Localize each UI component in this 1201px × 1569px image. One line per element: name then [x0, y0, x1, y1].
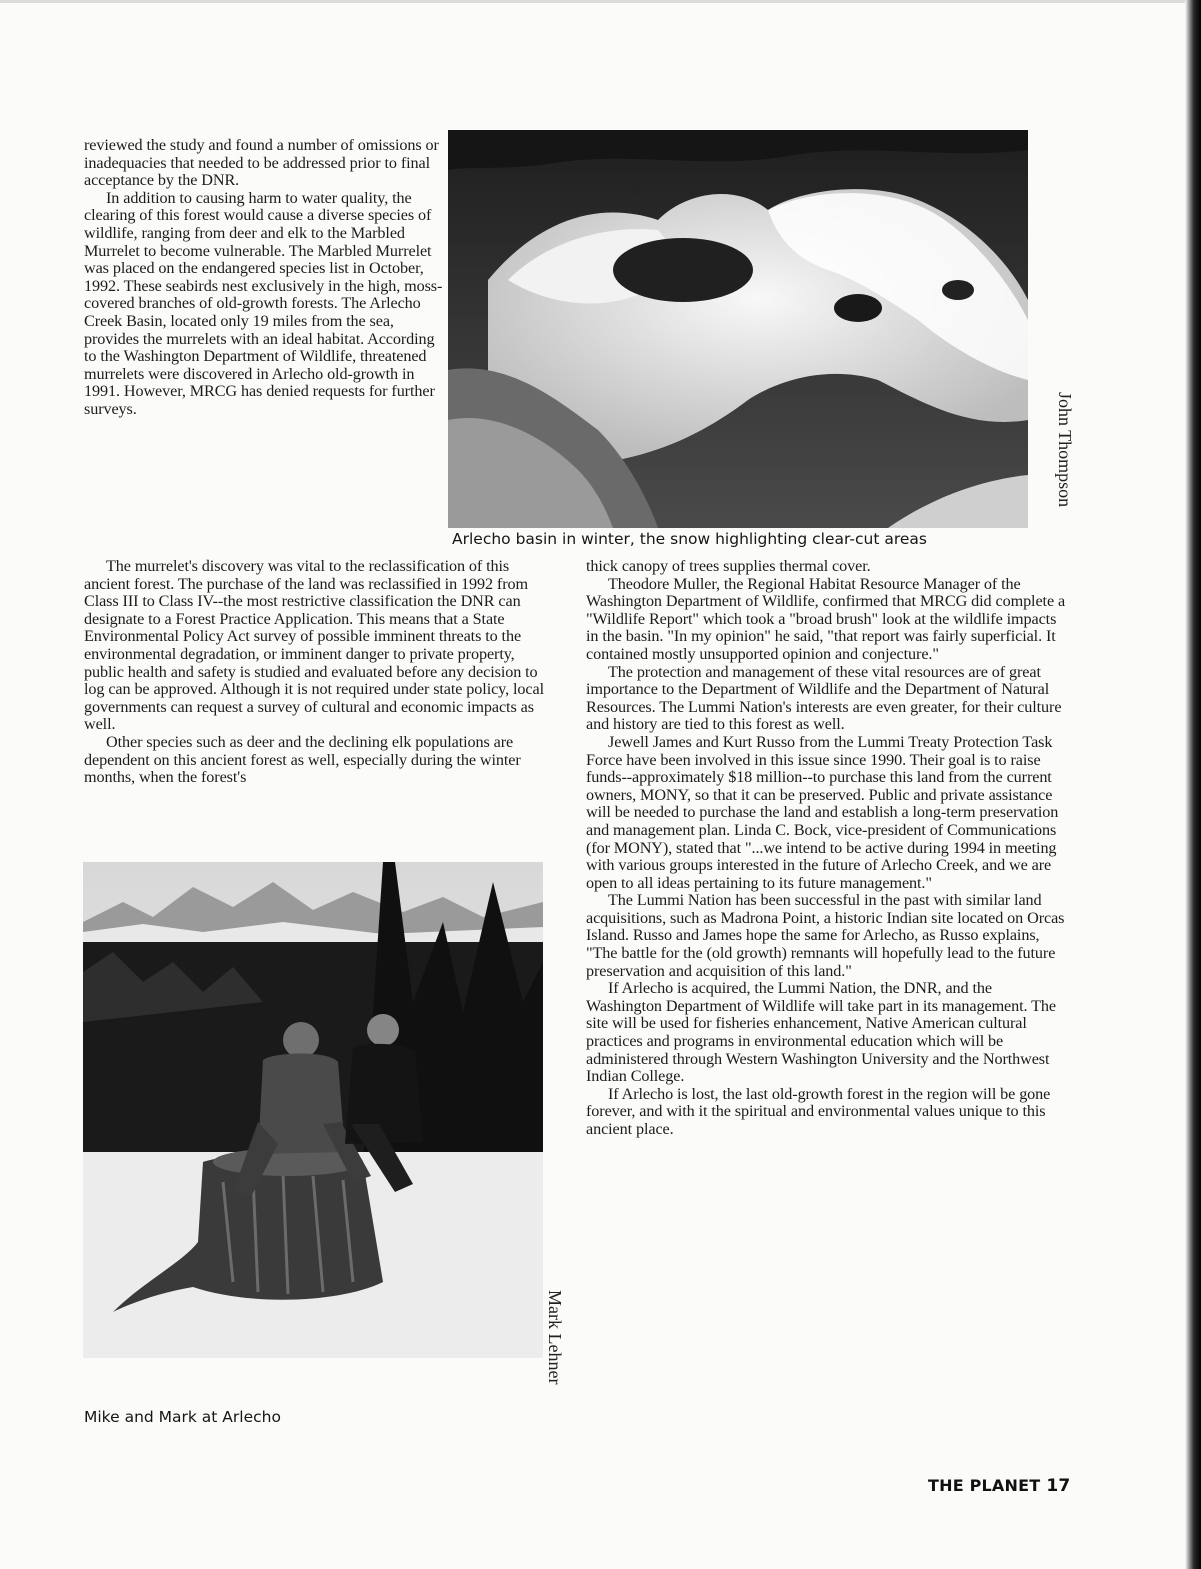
paragraph: Other species such as deer and the declining elk populations are dependent on this ancient forest as well, especially during the winter months, when the forest's: [84, 732, 521, 787]
paragraph: In addition to causing harm to water quality, the clearing of this forest would cause a diverse species of wildlife, ranging from deer and elk to the Marbled Murrelet to become vulnerable. The Marbled Murrelet was placed on the endangered species list in October, 1992. These seabirds nest exclusively in the high, moss-covered branches of old-growth forests. The Arlecho Creek Basin, located only 19 miles from the sea, provides the murrelets with an ideal habitat. According to the Washington Department of Wildlife, threatened murrelets were discovered in Arlecho old-growth in 1991. However, MRCG has denied requests for further surveys.: [84, 188, 443, 418]
page-top-edge: [0, 0, 1201, 3]
page-number: 17: [1046, 1476, 1071, 1496]
paragraph: The Lummi Nation has been successful in the past with similar land acquisitions, such as Madrona Point, a historic Indian site located on Orcas Island. Russo and James hope the same for Arlecho, as Russo explains, "The battle for the (old growth) remnants will hopefully lead to the future preservation and acquisition of this land.": [586, 891, 1065, 980]
mike-mark-photo-caption: Mike and Mark at Arlecho: [84, 1408, 281, 1426]
publication-name: THE PLANET: [928, 1476, 1041, 1495]
paragraph: thick canopy of trees supplies thermal cover.: [586, 557, 871, 575]
article-column-left: [84, 558, 554, 787]
mike-mark-photo-credit: Mark Lehner: [545, 1290, 565, 1385]
arlecho-winter-photo: [448, 130, 1028, 528]
paragraph: If Arlecho is acquired, the Lummi Nation, the DNR, and the Washington Department of Wildlife will take part in its management. The site will be used for fisheries enhancement, Native American cultural practices and programs in environmental education which will be administered through Western Washington University and the Northwest Indian College.: [586, 979, 1057, 1086]
article-column-right: [586, 558, 1070, 1139]
winter-photo-caption: Arlecho basin in winter, the snow highlighting clear-cut areas: [452, 530, 927, 548]
winter-photo-credit: John Thompson: [1055, 392, 1075, 508]
forest-stump-image: [83, 862, 543, 1358]
paragraph: If Arlecho is lost, the last old-growth forest in the region will be gone forever, and with it the spiritual and environmental values unique to this ancient place.: [586, 1084, 1051, 1138]
paragraph: The protection and management of these vital resources are of great importance to the Department of Wildlife and the Department of Natural Resources. The Lummi Nation's interests are even greater, for their culture and history are tied to this forest as well.: [586, 662, 1062, 734]
snowy-basin-image: [448, 130, 1028, 528]
paragraph: reviewed the study and found a number of omissions or inadequacies that needed to be addressed prior to final acceptance by the DNR.: [84, 136, 439, 190]
page-binding-shadow: [1185, 0, 1201, 1569]
page-footer: [928, 1476, 1070, 1496]
mike-and-mark-photo: [83, 862, 543, 1358]
paragraph: The murrelet's discovery was vital to the reclassification of this ancient forest. The purchase of the land was reclassified in 1992 from Class III to Class IV--the most restrictive classification the DNR can designate to a Forest Practice Application. This means that a State Environmental Policy Act survey of possible imminent threats to the environmental degradation, or imminent danger to private property, public health and safety is studied and evaluated before any decision to log can be approved. Although it is not required under state policy, local governments can request a survey of cultural and economic impacts as well.: [84, 557, 544, 734]
paragraph: Theodore Muller, the Regional Habitat Resource Manager of the Washington Department of Wildlife, confirmed that MRCG did complete a "Wildlife Report" which took a "broad brush" look at the wildlife impacts in the basin. "In my opinion" he said, "that report was fairly superficial. It contained mostly unsupported opinion and conjecture.": [586, 574, 1066, 663]
article-column-top: [84, 137, 444, 419]
paragraph: Jewell James and Kurt Russo from the Lummi Treaty Protection Task Force have been involved in this issue since 1990. Their goal is to raise funds--approximately $18 million--to purchase this land from the current owners, MONY, so that it can be preserved. Public and private assistance will be needed to purchase the land and establish a long-term preservation and management plan. Linda C. Bock, vice-president of Communications (for MONY), stated that "...we intend to be active during 1994 in meeting with various groups interested in the future of Arlecho Creek, and we are open to all ideas pertaining to its future management.": [586, 732, 1059, 892]
